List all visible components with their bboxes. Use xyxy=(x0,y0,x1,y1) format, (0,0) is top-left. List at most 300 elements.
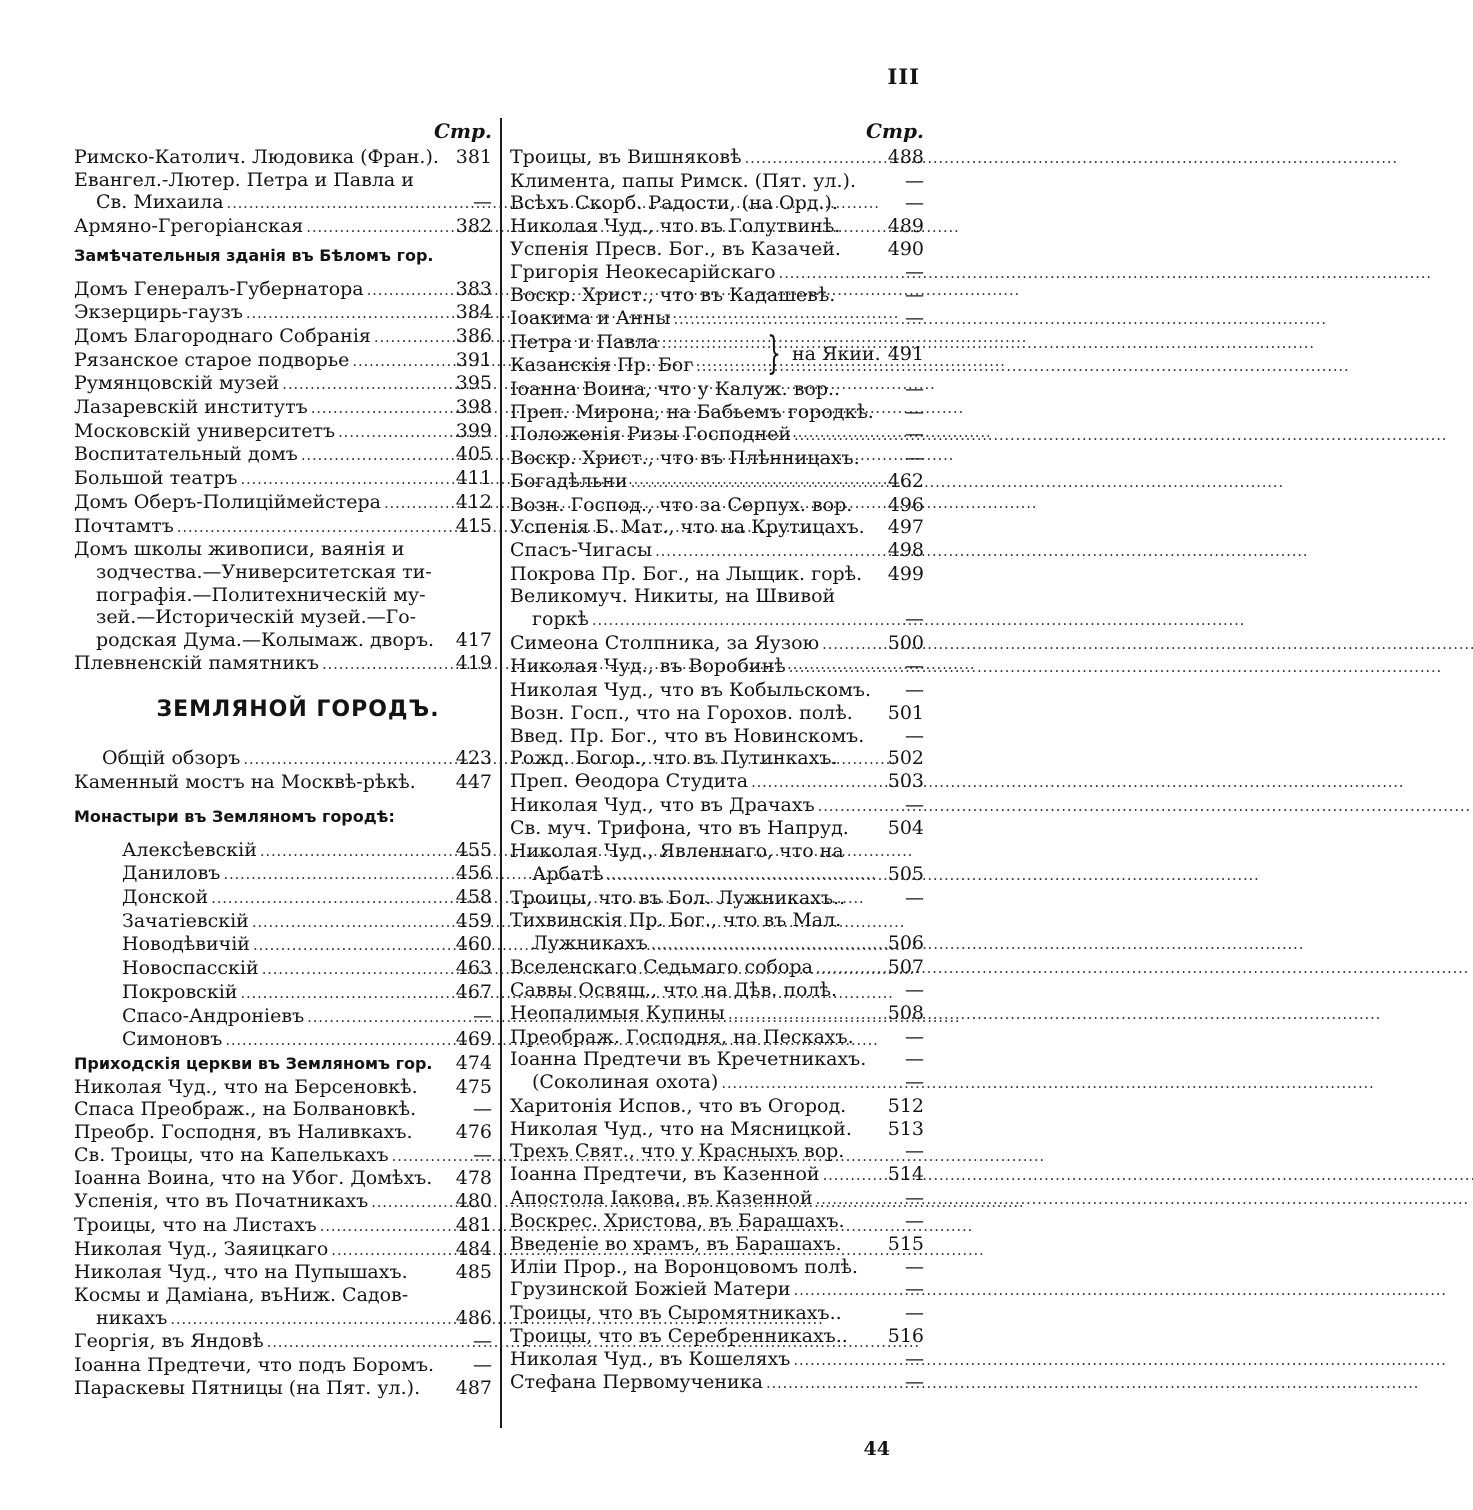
page-ref: — xyxy=(905,1278,924,1301)
index-entry xyxy=(74,747,492,771)
index-entry xyxy=(74,1098,492,1121)
entry-text: Николая Чуд., Заяицкаго xyxy=(74,1237,329,1260)
index-entry xyxy=(510,146,924,170)
index-entry xyxy=(74,372,492,396)
entry-text: Даниловъ xyxy=(122,862,221,885)
entry-text: Успенія Б. Мат., что на Крутицахъ. xyxy=(510,516,865,539)
index-entry xyxy=(510,215,924,238)
page-ref: 478 xyxy=(455,1167,492,1190)
entry-text: Домъ Благороднаго Собранія xyxy=(74,324,371,347)
page-ref: — xyxy=(905,724,924,747)
index-entry xyxy=(510,1071,924,1095)
entry-list xyxy=(74,146,492,239)
index-entry xyxy=(510,1233,924,1256)
page-ref: 474 xyxy=(455,1051,492,1074)
page-ref: 463 xyxy=(455,957,492,980)
page-ref: — xyxy=(905,1371,924,1394)
index-entry xyxy=(510,170,924,193)
leader-dots xyxy=(252,910,451,934)
index-entry xyxy=(510,1348,924,1372)
leader-dots xyxy=(307,1005,451,1029)
index-entry xyxy=(510,1002,924,1026)
leader-dots xyxy=(170,1307,451,1331)
entry-text: Стефана Первомученика xyxy=(510,1371,763,1394)
entry-text: Іоанна Предтечи въ Кречетникахъ. xyxy=(510,1048,867,1071)
entry-text: Троицы, что въ Серебренникахъ.. xyxy=(510,1324,848,1347)
entry-text: Успенія Пресв. Бог., въ Казачей. xyxy=(510,237,841,260)
entry-text: Николая Чуд., что въ Голутвинѣ. xyxy=(510,215,841,238)
entry-text: Арбатѣ xyxy=(532,862,604,885)
index-entry xyxy=(74,1261,492,1284)
page-ref: — xyxy=(905,1302,924,1325)
index-entry xyxy=(510,887,924,910)
entry-list xyxy=(74,1076,492,1400)
leader-dots xyxy=(392,1144,451,1168)
entry-text: зей.—Историческій музей.—Го- xyxy=(96,606,417,629)
entry-text: Евангел.-Лютер. Петра и Павла и xyxy=(74,168,414,191)
entry-text: Спасъ-Чигасы xyxy=(510,538,653,561)
index-entry xyxy=(74,1214,492,1238)
entry-text: Іоанна Предтечи, что подъ Боромъ. xyxy=(74,1354,435,1377)
leader-dots xyxy=(246,301,451,325)
page-ref: — xyxy=(905,679,924,702)
entry-text: Преображ. Господня, на Пескахъ. xyxy=(510,1025,854,1048)
page-ref: — xyxy=(905,260,924,283)
left-column xyxy=(74,116,492,1399)
page-ref: — xyxy=(473,1354,492,1377)
entry-text: Общій обзоръ xyxy=(102,747,241,770)
entry-text: Лазаревскій институтъ xyxy=(74,396,308,419)
page-ref: 502 xyxy=(887,747,924,770)
page-ref: 480 xyxy=(455,1190,492,1213)
page-ref: 488 xyxy=(887,146,924,168)
leader-dots xyxy=(789,655,883,679)
page-ref: 513 xyxy=(887,1117,924,1140)
roman-page-numeral: III xyxy=(887,64,920,89)
leader-dots xyxy=(331,1238,451,1262)
index-entry xyxy=(510,1210,924,1233)
index-entry xyxy=(74,561,492,584)
index-entry xyxy=(510,261,924,285)
page-ref: 462 xyxy=(887,469,924,492)
entry-text: Плевненскій памятникъ xyxy=(74,651,320,674)
index-entry xyxy=(510,1325,924,1348)
entry-text: Вселенскаго Седьмаго собора xyxy=(510,955,813,978)
page-ref: 487 xyxy=(455,1376,492,1399)
leader-dots xyxy=(655,539,883,563)
leader-dots xyxy=(721,1071,883,1095)
leader-dots xyxy=(794,423,883,447)
entry-text: Зачатіевскій xyxy=(122,909,249,932)
page-ref: 501 xyxy=(887,701,924,724)
index-entry xyxy=(510,747,924,770)
entry-text: Новоспасскій xyxy=(122,957,259,980)
index-entry xyxy=(510,1118,924,1141)
index-entry xyxy=(510,585,924,608)
index-entry xyxy=(510,909,924,932)
index-entry xyxy=(74,1284,492,1307)
leader-dots xyxy=(374,325,451,349)
index-entry xyxy=(510,447,924,470)
entry-text: Введ. Пр. Бог., что въ Новинскомъ. xyxy=(510,724,865,747)
index-entry xyxy=(510,770,924,794)
entry-text: Покрова Пр. Бог., на Лыщик. горѣ. xyxy=(510,562,863,585)
entry-text: Николая Чуд., что въ Драчахъ xyxy=(510,793,815,816)
entry-text: Иліи Прор., на Воронцовомъ полѣ. xyxy=(510,1255,858,1278)
leader-dots xyxy=(240,981,451,1005)
entry-text: никахъ xyxy=(96,1306,168,1329)
index-entry xyxy=(510,632,924,656)
entry-text: Іоанна Воина, что на Убог. Домѣхъ. xyxy=(74,1167,433,1190)
page-ref: 514 xyxy=(887,1162,924,1185)
entry-text: Преп. Мирона, на Бабьемъ городкѣ. xyxy=(510,400,874,423)
index-entry xyxy=(74,349,492,373)
index-entry xyxy=(510,1187,924,1211)
leader-dots xyxy=(674,307,884,331)
entry-list xyxy=(510,378,924,1395)
entry-text: Армяно-Грегоріанская xyxy=(74,215,304,238)
page-ref: — xyxy=(905,979,924,1002)
chapter-title: ЗЕМЛЯНОЙ ГОРОДЪ. xyxy=(156,697,440,723)
page-ref: 503 xyxy=(887,769,924,792)
entry-text: Св. муч. Трифона, что въ Напруд. xyxy=(510,817,849,840)
page-ref: 481 xyxy=(455,1213,492,1236)
entry-text: Возн. Господ., что за Серпух. вор. xyxy=(510,493,853,516)
index-entry xyxy=(74,1307,492,1331)
index-entry xyxy=(510,1048,924,1071)
leader-dots xyxy=(267,1330,451,1354)
bracket-note: на Якии. xyxy=(792,342,881,365)
entry-text: Воспитательный домъ xyxy=(74,443,298,466)
leader-dots xyxy=(240,467,451,491)
page-ref: — xyxy=(473,191,492,214)
page-ref: — xyxy=(905,1210,924,1233)
index-entry xyxy=(74,278,492,302)
index-entry xyxy=(74,771,492,794)
entry-text: Николая Чуд., что въ Кобыльскомъ. xyxy=(510,679,872,702)
leader-dots xyxy=(223,862,451,886)
entry-text: Воскрес. Христова, въ Барашахъ. xyxy=(510,1210,845,1233)
page-ref: — xyxy=(905,447,924,470)
index-entry xyxy=(510,378,924,401)
leader-dots xyxy=(253,933,451,957)
index-entry xyxy=(510,192,924,215)
index-entry xyxy=(510,1095,924,1118)
entry-text: Домъ школы живописи, ваянія и xyxy=(74,538,405,561)
leader-dots xyxy=(225,1028,451,1052)
index-entry xyxy=(74,933,492,957)
page-ref: — xyxy=(905,608,924,631)
index-entry xyxy=(510,679,924,702)
page-column-header: Стр. xyxy=(865,119,924,143)
page-number: 44 xyxy=(863,1438,890,1460)
entry-list xyxy=(74,747,492,793)
page-ref: 496 xyxy=(887,493,924,516)
page-ref: — xyxy=(905,655,924,678)
page-ref: 383 xyxy=(455,277,492,300)
entry-text: Троицы, что въ Сыромятникахъ.. xyxy=(510,1302,842,1325)
index-entry xyxy=(510,863,924,887)
page-ref: — xyxy=(905,306,924,329)
leader-dots xyxy=(320,1214,451,1238)
page-ref: 458 xyxy=(455,885,492,908)
index-entry xyxy=(74,191,492,215)
entry-text: Троицы, въ Вишняковѣ xyxy=(510,146,742,168)
page-ref: 399 xyxy=(455,419,492,442)
index-entry xyxy=(510,1256,924,1279)
index-entry xyxy=(510,1163,924,1187)
leader-dots xyxy=(728,1002,883,1026)
page-ref: 382 xyxy=(455,215,492,238)
index-entry xyxy=(510,840,924,863)
page-ref: — xyxy=(905,793,924,816)
index-entry xyxy=(510,423,924,447)
entry-text: Донской xyxy=(122,885,209,908)
leader-dots xyxy=(262,957,451,981)
entry-text: Положенія Ризы Господней xyxy=(510,423,792,446)
entry-text: Іоакима и Анны xyxy=(510,306,671,329)
index-entry xyxy=(510,1371,924,1395)
entry-text: Успенія, что въ Початникахъ xyxy=(74,1190,369,1213)
leader-dots xyxy=(311,396,451,420)
entry-text: зодчества.—Университетская ти- xyxy=(96,560,432,583)
entry-text: Почтамтъ xyxy=(74,514,174,537)
index-entry xyxy=(74,1005,492,1029)
page-ref: 447 xyxy=(455,771,492,794)
index-entry xyxy=(74,538,492,561)
entry-text: Троицы, что въ Бол. Лужникахъ.. xyxy=(510,886,846,909)
leader-dots xyxy=(751,770,883,794)
index-entry xyxy=(74,957,492,981)
page-ref: 485 xyxy=(455,1261,492,1284)
index-entry xyxy=(74,1377,492,1400)
entry-text: Георгія, въ Яндовѣ xyxy=(74,1330,264,1353)
index-entry xyxy=(74,839,492,863)
entry-text: Трехъ Свят., что у Красныхъ вор. xyxy=(510,1140,845,1163)
index-entry xyxy=(74,491,492,515)
page-ref: — xyxy=(473,1330,492,1353)
entry-text: Введеніе во храмъ, въ Барашахъ. xyxy=(510,1233,842,1256)
index-entry xyxy=(74,420,492,444)
entry-text: горкѣ xyxy=(532,608,589,631)
entry-text: пографія.—Политехническій му- xyxy=(96,583,426,606)
leader-dots xyxy=(322,652,451,676)
page-ref: 475 xyxy=(455,1075,492,1098)
entry-text: Петра и Павла xyxy=(510,330,659,353)
index-entry xyxy=(510,932,924,956)
entry-text: Саввы Освящ., что на Дѣв. полѣ. xyxy=(510,979,838,1002)
leader-dots xyxy=(384,491,451,515)
leader-dots xyxy=(338,420,451,444)
leader-dots xyxy=(662,331,755,355)
page-ref: 459 xyxy=(455,909,492,932)
index-entry xyxy=(74,169,492,192)
leader-dots xyxy=(823,1163,883,1187)
index-entry xyxy=(74,981,492,1005)
page-ref: 381 xyxy=(455,146,492,168)
entry-text: Преп. Ѳеодора Студита xyxy=(510,769,749,792)
entry-text: Симоновъ xyxy=(122,1028,223,1051)
page-ref: — xyxy=(905,1140,924,1163)
page-ref: — xyxy=(905,1186,924,1209)
right-column xyxy=(510,116,924,1395)
leader-dots xyxy=(243,747,451,771)
entry-text: Троицы, что на Листахъ xyxy=(74,1213,317,1236)
entry-text: Московскій университетъ xyxy=(74,419,336,442)
index-entry xyxy=(510,284,924,307)
index-entry xyxy=(74,515,492,539)
index-entry xyxy=(74,467,492,491)
leader-dots xyxy=(352,349,451,373)
section-heading-text: Приходскія церкви въ Земляномъ гор. xyxy=(74,1053,433,1073)
page-ref: 489 xyxy=(887,215,924,238)
index-entry xyxy=(74,443,492,467)
index-entry xyxy=(510,563,924,586)
index-entry xyxy=(510,655,924,679)
entry-text: Всѣхъ Скорб. Радости, (на Орд.). xyxy=(510,192,838,215)
leader-dots xyxy=(306,215,451,239)
entry-text: Новодѣвичій xyxy=(122,933,250,956)
index-entry xyxy=(74,652,492,676)
page-ref: 417 xyxy=(455,629,492,652)
leader-dots xyxy=(592,608,883,632)
page-ref: 469 xyxy=(455,1028,492,1051)
index-entry xyxy=(510,307,924,331)
page-ref: 497 xyxy=(887,516,924,539)
page-ref: 395 xyxy=(455,372,492,395)
page-ref: 516 xyxy=(887,1324,924,1347)
index-entry xyxy=(510,979,924,1002)
page-ref: 411 xyxy=(455,467,492,490)
page-ref: 486 xyxy=(455,1306,492,1329)
entry-text: Румянцовскій музей xyxy=(74,372,280,395)
entry-list xyxy=(74,278,492,676)
entry-text: Алексѣевскій xyxy=(122,838,257,861)
leader-dots xyxy=(301,443,451,467)
index-entry xyxy=(74,1354,492,1377)
page-ref: 384 xyxy=(455,301,492,324)
leader-dots xyxy=(822,632,883,656)
entry-list xyxy=(74,839,492,1052)
index-entry xyxy=(74,1144,492,1168)
index-entry xyxy=(510,494,924,517)
index-entry xyxy=(74,886,492,910)
entry-text: Николая Чуд., Явленнаго, что на xyxy=(510,840,844,863)
entry-text: Іоанна Воина, что у Калуж. вор.. xyxy=(510,378,841,401)
index-entry xyxy=(510,470,924,494)
page-ref: 515 xyxy=(887,1233,924,1256)
page-ref: — xyxy=(905,1025,924,1048)
leader-dots xyxy=(779,261,883,285)
entry-text: Іоанна Предтечи, въ Казенной xyxy=(510,1162,820,1185)
entry-text: Преобр. Господня, въ Наливкахъ. xyxy=(74,1121,413,1144)
index-entry xyxy=(510,817,924,840)
leader-dots xyxy=(606,863,883,887)
entry-text: Николая Чуд., въ Воробинѣ xyxy=(510,655,786,678)
index-entry xyxy=(510,725,924,748)
index-entry xyxy=(510,516,924,539)
page-ref: — xyxy=(905,378,924,401)
section-heading-with-page xyxy=(74,1052,492,1076)
index-entry xyxy=(510,238,924,261)
page-ref: 508 xyxy=(887,1002,924,1025)
page-ref: 491 xyxy=(887,342,924,365)
index-entry xyxy=(510,608,924,632)
page-column-header: Стр. xyxy=(433,119,492,143)
page-ref: 498 xyxy=(887,538,924,561)
index-entry xyxy=(74,1028,492,1052)
entry-text: (Соколиная охота) xyxy=(532,1071,719,1094)
entry-text: Великомуч. Никиты, на Швивой xyxy=(510,585,836,608)
leader-dots xyxy=(766,1371,883,1395)
index-entry xyxy=(74,584,492,607)
index-entry xyxy=(74,910,492,934)
entry-text: Большой театръ xyxy=(74,467,238,490)
page-ref: 500 xyxy=(887,631,924,654)
entry-text: Лужникахъ xyxy=(532,931,648,954)
page-ref: — xyxy=(473,1004,492,1027)
index-entry xyxy=(74,1121,492,1144)
page-ref: — xyxy=(905,1071,924,1094)
leader-dots xyxy=(651,932,883,956)
index-entry xyxy=(510,1026,924,1049)
entry-text: Экзерцирь-гаузъ xyxy=(74,301,243,324)
leader-dots xyxy=(745,146,883,170)
page-ref: 423 xyxy=(455,747,492,770)
leader-dots xyxy=(227,191,451,215)
entry-text: Св. Михаила xyxy=(96,191,224,214)
leader-dots xyxy=(793,1348,883,1372)
entry-text: Казанскія Пр. Бог xyxy=(510,354,694,377)
entry-text: Рожд. Богор., что въ Путинкахъ. xyxy=(510,747,838,770)
page-ref: 386 xyxy=(455,324,492,347)
entry-text: Тихвинскія Пр. Бог., что въ Мал. xyxy=(510,909,842,932)
index-entry xyxy=(74,301,492,325)
page-ref: 506 xyxy=(887,931,924,954)
leader-dots xyxy=(696,354,755,378)
entry-text: Николая Чуд., что на Мясницкой. xyxy=(510,1117,852,1140)
index-entry xyxy=(510,539,924,563)
leader-dots xyxy=(816,956,883,980)
page-ref: 467 xyxy=(455,980,492,1003)
index-entry xyxy=(74,862,492,886)
entry-text: Рязанское старое подворье xyxy=(74,348,350,371)
leader-dots xyxy=(371,1190,451,1214)
leader-dots xyxy=(282,372,451,396)
index-entry xyxy=(510,794,924,818)
entry-text: Каменный мостъ на Москвѣ-рѣкѣ. xyxy=(74,771,416,794)
entry-text: Домъ Генералъ-Губернатора xyxy=(74,277,364,300)
entry-text: Николая Чуд., что на Пупышахъ. xyxy=(74,1261,408,1284)
entry-text: Параскевы Пятницы (на Пят. ул.). xyxy=(74,1376,421,1399)
leader-dots xyxy=(816,1187,883,1211)
page-ref: — xyxy=(905,886,924,909)
index-entry xyxy=(74,1330,492,1354)
leader-dots xyxy=(367,278,451,302)
index-entry xyxy=(74,1167,492,1190)
curly-brace-icon: } xyxy=(767,328,781,380)
entry-text: Спаса Преображ., на Болвановкѣ. xyxy=(74,1098,417,1121)
index-entry xyxy=(510,401,924,424)
entry-text: Апостола Іакова, въ Казенной xyxy=(510,1186,813,1209)
entry-text: Климента, папы Римск. (Пят. ул.). xyxy=(510,169,856,192)
section-heading: Монастыри въ Земляномъ городѣ: xyxy=(74,806,395,826)
leader-dots xyxy=(631,470,883,494)
index-entry xyxy=(74,1076,492,1099)
index-entry xyxy=(74,215,492,239)
page-ref: 460 xyxy=(455,933,492,956)
index-entry xyxy=(510,1302,924,1325)
